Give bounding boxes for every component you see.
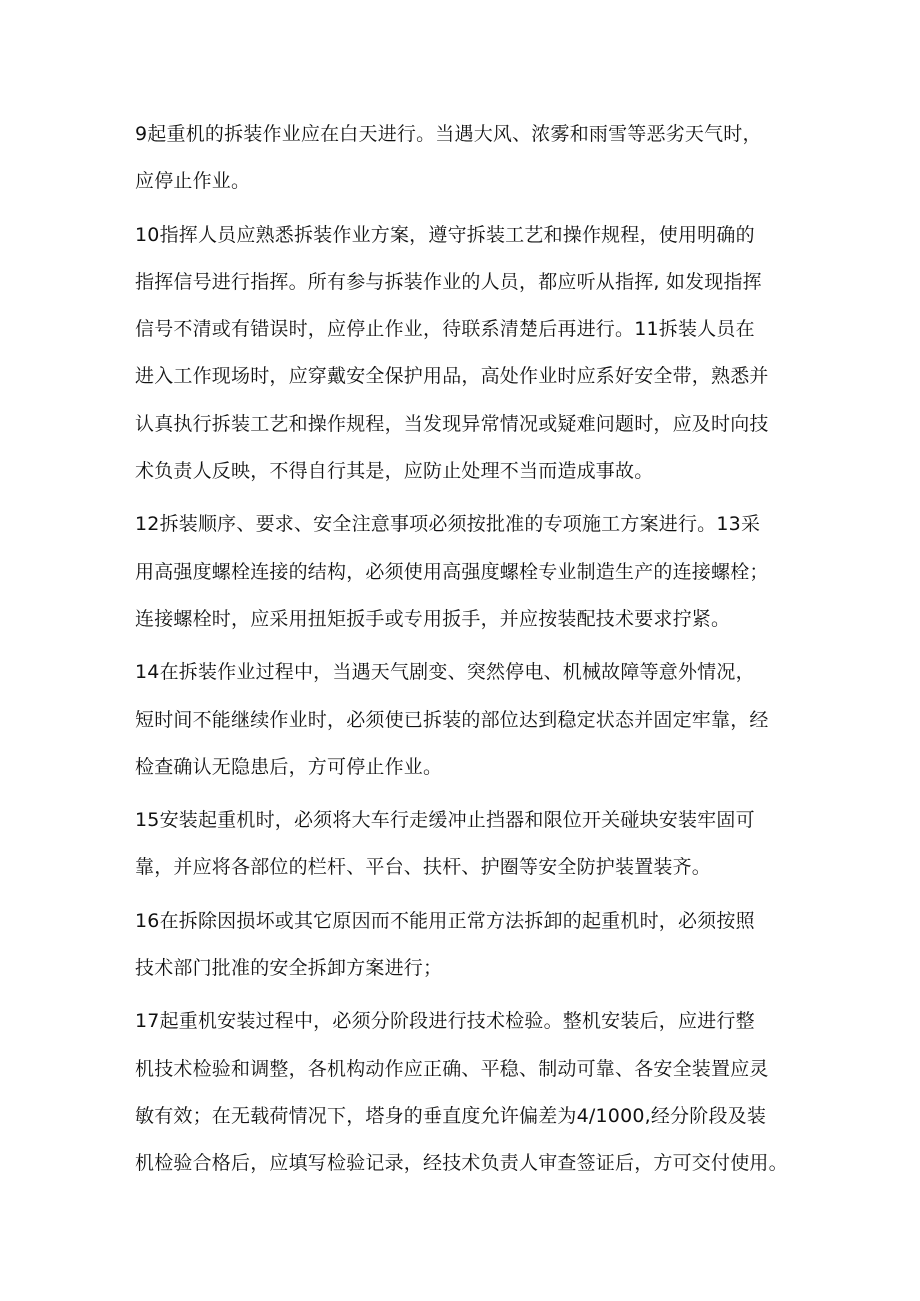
text-line: 认真执行拆装工艺和操作规程，当发现异常情况或疑难问题时，应及时向技: [135, 412, 769, 435]
text-line: 用高强度螺栓连接的结构，必须使用高强度螺栓专业制造生产的连接螺栓；: [135, 560, 769, 583]
text-line: 10指挥人员应熟悉拆装作业方案，遵守拆装工艺和操作规程，使用明确的: [135, 223, 755, 246]
paragraph: [135, 212, 790, 496]
text-line: 短时间不能继续作业时，必须使已拆装的部位达到稳定状态并固定牢靠，经: [135, 708, 769, 731]
text-line: 指挥信号进行指挥。所有参与拆装作业的人员，都应听从指挥, 如发现指挥: [135, 270, 762, 293]
text-line: 连接螺栓时，应采用扭矩扳手或专用扳手，并应按装配技术要求拧紧。: [135, 607, 731, 630]
document-body: [135, 111, 790, 1194]
text-line: 靠，并应将各部位的栏杆、平台、扶杆、护圈等安全防护装置装齐。: [135, 856, 712, 879]
text-line: 术负责人反映，不得自行其是，应防止处理不当而造成事故。: [135, 460, 654, 483]
text-line: 15安装起重机时，必须将大车行走缓冲止挡器和限位开关碰块安装牢固可: [135, 809, 755, 832]
text-line: 技术部门批准的安全拆卸方案进行；: [135, 957, 443, 980]
text-line: 16在拆除因损坏或其它原因而不能用正常方法拆卸的起重机时，必须按照: [135, 909, 755, 932]
text-line: 机检验合格后，应填写检验记录，经技术负责人审查签证后，方可交付使用。: [135, 1152, 788, 1175]
paragraph: [135, 501, 790, 643]
paragraph: [135, 898, 790, 993]
text-line: 进入工作现场时，应穿戴安全保护用品，高处作业时应系好安全带，熟悉并: [135, 365, 769, 388]
text-line: 14在拆装作业过程中，当遇天气剧变、突然停电、机械故障等意外情况，: [135, 661, 755, 684]
text-line: 信号不清或有错误时，应停止作业，待联系清楚后再进行。11拆装人员在: [135, 318, 755, 341]
text-line: 12拆装顺序、要求、安全注意事项必须按批准的专项施工方案进行。13采: [135, 513, 761, 536]
paragraph: [135, 797, 790, 892]
text-line: 17起重机安装过程中，必须分阶段进行技术检验。整机安装后，应进行整: [135, 1010, 755, 1033]
text-line: 检查确认无隐患后，方可停止作业。: [135, 755, 443, 778]
text-line: 应停止作业。: [135, 170, 251, 193]
paragraph: [135, 111, 790, 206]
text-line: 机技术检验和调整，各机构动作应正确、平稳、制动可靠、各安全装置应灵: [135, 1057, 769, 1080]
paragraph: [135, 998, 790, 1187]
text-line: 敏有效；在无载荷情况下，塔身的垂直度允许偏差为4/1000,经分阶段及装: [135, 1104, 767, 1127]
paragraph: [135, 649, 790, 791]
text-line: 9起重机的拆装作业应在白天进行。当遇大风、浓雾和雨雪等恶劣天气时，: [135, 123, 762, 145]
